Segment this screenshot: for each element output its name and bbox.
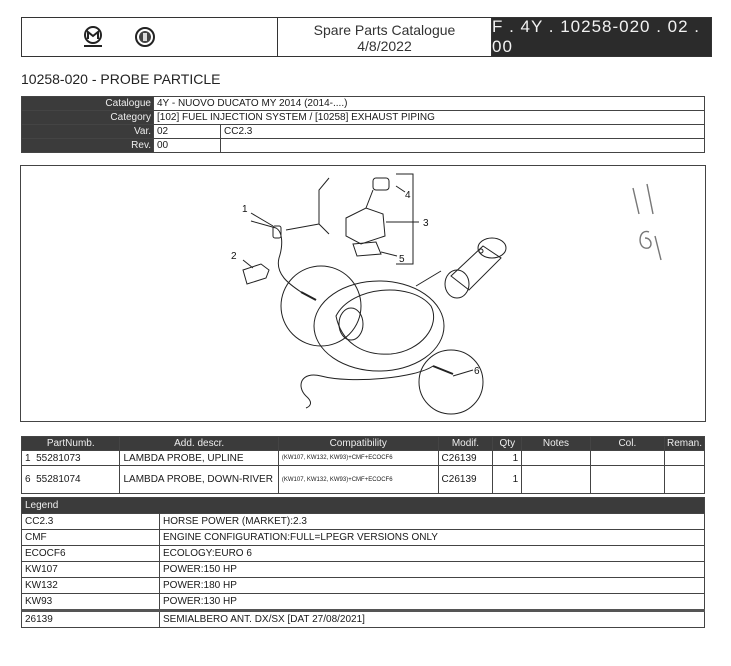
legend-row [22, 514, 705, 530]
col-reman: Reman. [664, 437, 704, 451]
legend-code: KW93 [22, 594, 160, 611]
downpipe [451, 246, 501, 290]
rev-extra [221, 139, 705, 153]
part-descr: LAMBDA PROBE, DOWN-RIVER [120, 466, 278, 494]
legend-code: ECOCF6 [22, 546, 160, 562]
catalogue-date: 4/8/2022 [357, 38, 412, 54]
legend-code: KW132 [22, 578, 160, 594]
part-6-highlight [419, 350, 483, 414]
category-value: [102] FUEL INJECTION SYSTEM / [10258] EXHAUST PIPING [154, 111, 705, 125]
mopar-logo-icon [80, 25, 106, 49]
exploded-drawing [20, 165, 706, 422]
part-modif: C26139 [438, 466, 493, 494]
part-qty: 1 [493, 451, 522, 466]
callout-3: 3 [423, 218, 429, 229]
part-notes [522, 466, 590, 494]
legend-row [22, 530, 705, 546]
part-6-probe-wire [301, 366, 433, 408]
catalogue-info-table [21, 96, 705, 153]
legend-desc: POWER:150 HP [160, 562, 705, 578]
fiat-logo-icon [134, 26, 156, 48]
modification-desc: SEMIALBERO ANT. DX/SX [DAT 27/08/2021] [160, 611, 705, 628]
col-partnumb: PartNumb. [22, 437, 120, 451]
legend-header-row [22, 498, 705, 514]
part-ref: 6 [25, 474, 31, 485]
info-row-category [22, 111, 705, 125]
legend-desc: ENGINE CONFIGURATION:FULL=LPEGR VERSIONS ONLY [160, 530, 705, 546]
part-ref-and-number [22, 451, 120, 466]
part-4-clip [373, 178, 389, 190]
callout-5: 5 [399, 254, 405, 265]
page-title: 10258-020 - PROBE PARTICLE [21, 71, 221, 87]
part-1-probe-wire [251, 221, 301, 292]
exhaust-diagram [21, 166, 705, 421]
part-compat: (KW107, KW132, KW93)+CMF+ECOCF6 [278, 466, 438, 494]
legend-code: CMF [22, 530, 160, 546]
col-qty: Qty [493, 437, 522, 451]
legend-desc: POWER:130 HP [160, 594, 705, 611]
info-row-rev [22, 139, 705, 153]
legend-title: Legend [22, 498, 705, 514]
part-compat: (KW107, KW132, KW93)+CMF+ECOCF6 [278, 451, 438, 466]
table-row[interactable] [22, 451, 705, 466]
part-descr: LAMBDA PROBE, UPLINE [120, 451, 278, 466]
part-ref: 1 [25, 452, 31, 464]
legend-desc: HORSE POWER (MARKET):2.3 [160, 514, 705, 530]
part-notes [522, 451, 590, 466]
legend-code: KW107 [22, 562, 160, 578]
category-label: Category [22, 111, 154, 125]
part-ref-and-number [22, 466, 120, 494]
parts-header-row [22, 437, 705, 451]
part-qty: 1 [493, 466, 522, 494]
rev-value: 00 [154, 139, 221, 153]
var-label: Var. [22, 125, 154, 139]
modification-row [22, 611, 705, 628]
part-3-bracket [346, 208, 385, 244]
info-row-var [22, 125, 705, 139]
rev-label: Rev. [22, 139, 154, 153]
handwritten-note [633, 184, 661, 260]
part-reman [664, 466, 704, 494]
group-bracket-left [319, 178, 329, 234]
callout-6: 6 [474, 366, 480, 377]
col-add-descr: Add. descr. [120, 437, 278, 451]
catalogue-info [278, 18, 492, 56]
legend-code: CC2.3 [22, 514, 160, 530]
part-5-bracket [353, 242, 381, 256]
legend-desc: ECOLOGY:EURO 6 [160, 546, 705, 562]
brand-logos [22, 18, 278, 56]
col-modif: Modif. [438, 437, 493, 451]
part-number: 55281073 [36, 452, 81, 464]
legend-row [22, 578, 705, 594]
group-leader [286, 224, 319, 230]
var-value: 02 [154, 125, 221, 139]
part-reman [664, 451, 704, 466]
legend-row [22, 562, 705, 578]
legend-table [21, 497, 705, 628]
catalogue-code: F . 4Y . 10258-020 . 02 . 00 [492, 18, 711, 56]
col-col: Col. [590, 437, 664, 451]
table-row[interactable] [22, 466, 705, 494]
catalogue-value: 4Y - NUOVO DUCATO MY 2014 (2014-....) [154, 97, 705, 111]
legend-row [22, 546, 705, 562]
callout-4: 4 [405, 190, 411, 201]
catalogue-header [21, 17, 712, 57]
part-number: 55281074 [36, 474, 81, 485]
modification-code: 26139 [22, 611, 160, 628]
part-modif: C26139 [438, 451, 493, 466]
var-extra: CC2.3 [221, 125, 705, 139]
converter-outline [314, 281, 444, 371]
catalogue-name: Spare Parts Catalogue [313, 22, 456, 38]
callout-2: 2 [231, 251, 237, 262]
callout-1: 1 [242, 204, 248, 215]
legend-desc: POWER:180 HP [160, 578, 705, 594]
part-col [590, 451, 664, 466]
catalogue-label: Catalogue [22, 97, 154, 111]
parts-table [21, 436, 705, 494]
legend-row [22, 594, 705, 611]
col-notes: Notes [522, 437, 590, 451]
part-col [590, 466, 664, 494]
info-row-catalogue [22, 97, 705, 111]
part-2-clip [243, 264, 269, 284]
col-compatibility: Compatibility [278, 437, 438, 451]
